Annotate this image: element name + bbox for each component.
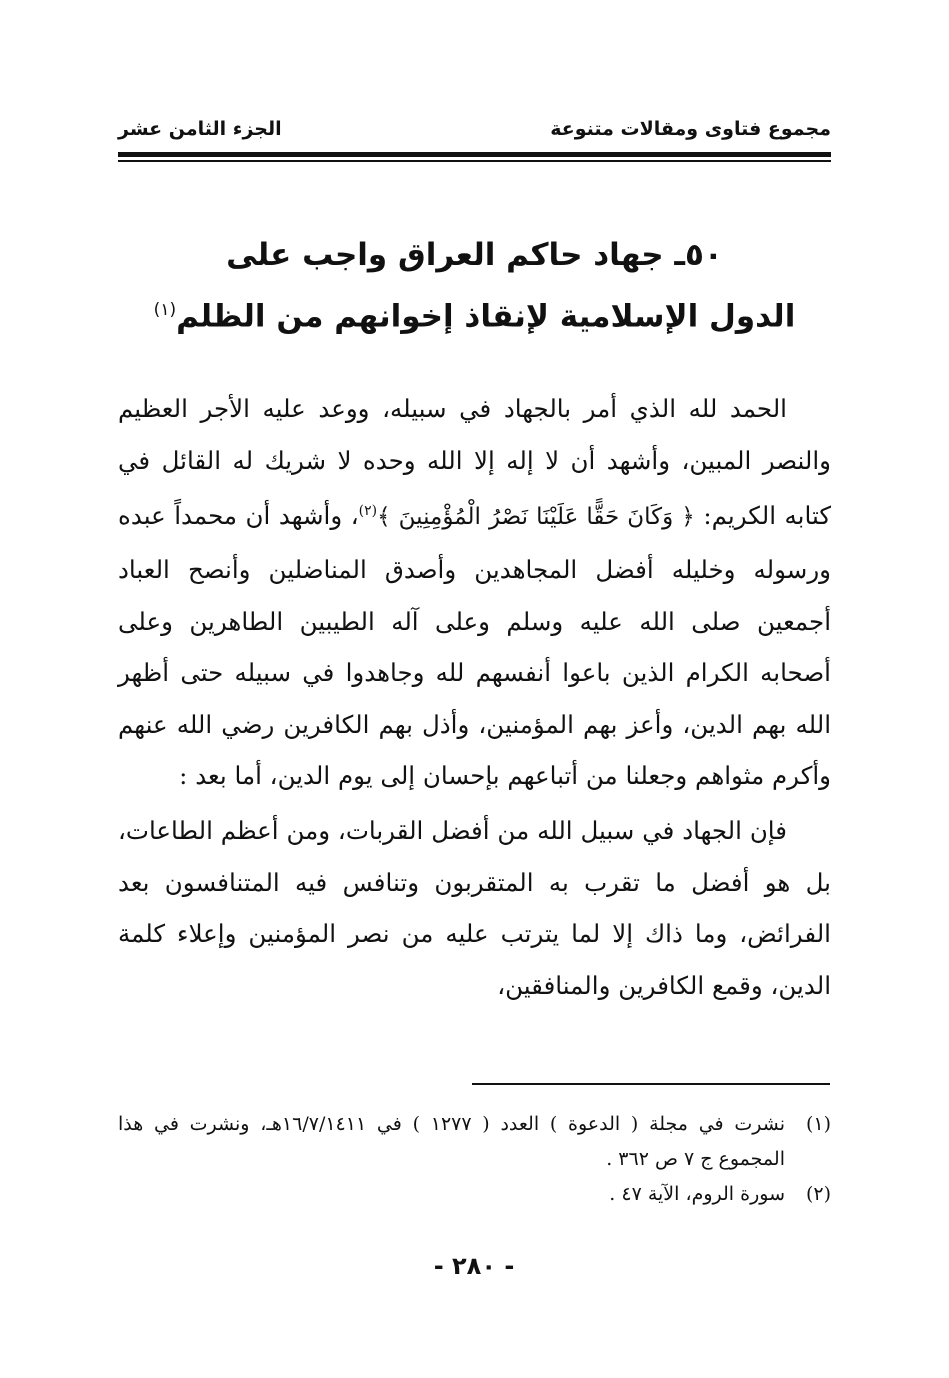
- page-number: - ٢٨٠ -: [433, 1252, 515, 1280]
- header-rule-thin: [118, 160, 831, 162]
- article-body: [118, 383, 831, 1011]
- footnote-separator: [472, 1083, 830, 1085]
- paragraph-2: فإن الجهاد في سبيل الله من أفضل القربات، ومن أعظم الطاعات، بل هو أفضل ما تقرب به المتقربون وتنافس فيه المتنافسون بعد الفرائض، وما ذاك إلا لما يترتب عليه من نصر المؤمنين وإعلاء كلمة الدين، وقمع الكافرين والمنافقين،: [118, 815, 831, 1000]
- quran-verse: ﴿ وَكَانَ حَقًّا عَلَيْنَا نَصْرُ الْمُؤْمِنِينَ ﴾: [377, 504, 695, 531]
- volume-label: الجزء الثامن عشر: [118, 118, 282, 140]
- article-title-line-1: ٥٠ـ جهاد حاكم العراق واجب على: [226, 237, 723, 273]
- footnote-1: [118, 1107, 831, 1177]
- article-title-line-2-text: الدول الإسلامية لإنقاذ إخوانهم من الظلم: [176, 298, 796, 335]
- article-title-line-2: [118, 283, 831, 344]
- footnote-number: (١): [805, 1113, 831, 1135]
- book-title: مجموع فتاوى ومقالات متنوعة: [550, 118, 831, 140]
- title-footnote-ref[interactable]: (١): [153, 300, 177, 320]
- footnote-text: نشرت في مجلة ( الدعوة ) العدد ( ١٢٧٧ ) في ١٦/٧/١٤١١هـ، ونشرت في هذا المجموع ج ٧ ص ٣٦٢ .: [118, 1113, 785, 1170]
- footnote-number: (٢): [805, 1183, 831, 1205]
- running-header: [118, 118, 831, 152]
- footnote-text: سورة الروم، الآية ٤٧ .: [609, 1183, 785, 1205]
- paragraph-1-continuation: ، وأشهد أن محمداً عبده ورسوله وخليله أفضل المجاهدين وأصدق المناضلين وأنصح العباد أجمعين صلى الله عليه وسلم وعلى آله الطيبين الطاهرين وعلى أصحابه الكرام الذين باعوا أنفسهم لله وجاهدوا في سبيله حتى أظهر الله بهم الدين، وأعز بهم المؤمنين، وأذل بهم الكافرين رضي الله عنهم وأكرم مثواهم وجعلنا من أتباعهم بإحسان إلى يوم الدين، أما بعد :: [118, 501, 831, 791]
- footnotes: [118, 1107, 831, 1212]
- quran-footnote-ref[interactable]: (٢): [358, 503, 378, 520]
- header-rule-thick: [118, 152, 831, 157]
- paragraph-1-opening: الحمد لله الذي أمر بالجهاد في سبيله، ووعد عليه الأجر العظيم والنصر المبين، وأشهد أن لا إله إلا الله وحده لا شريك له القائل في كتابه الكريم:: [118, 394, 832, 531]
- article-title: [118, 228, 831, 344]
- paragraph-1: [118, 383, 831, 802]
- footnote-2: [118, 1177, 831, 1212]
